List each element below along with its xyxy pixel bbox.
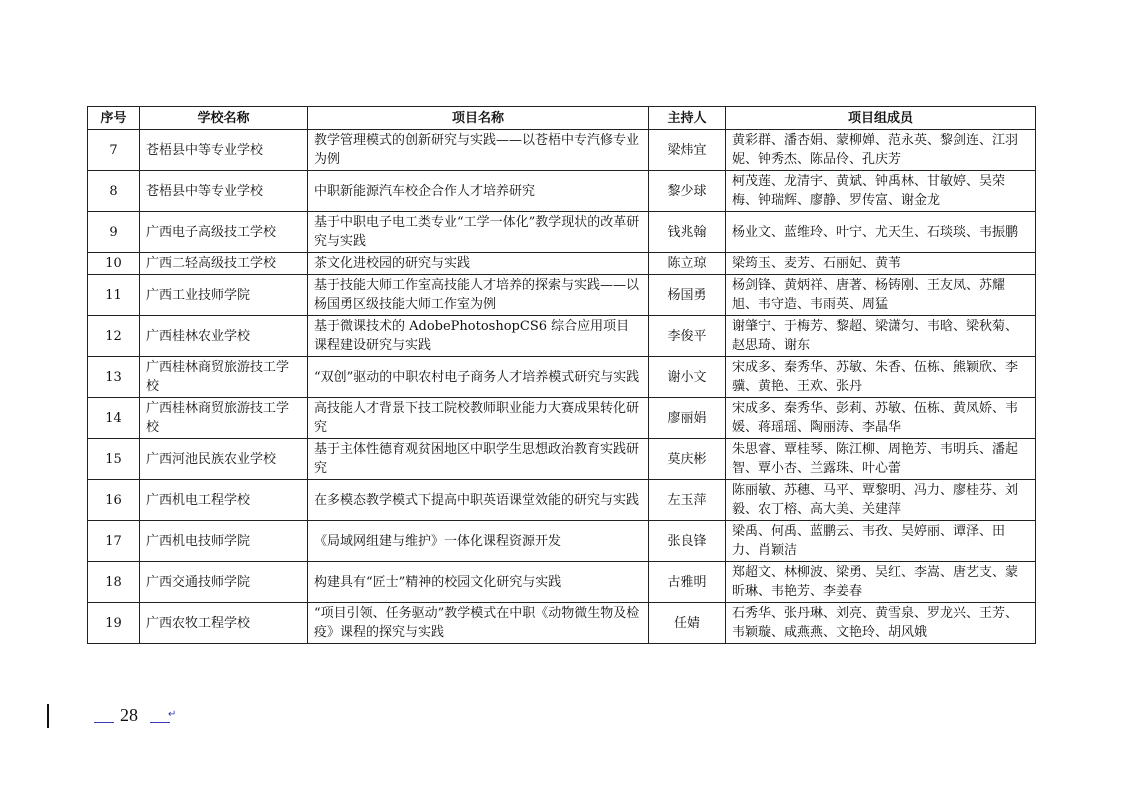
cell-leader: 李俊平 — [649, 316, 726, 357]
table-row — [88, 480, 1036, 521]
cell-school: 苍梧县中等专业学校 — [140, 130, 308, 171]
cell-leader: 钱兆翰 — [649, 212, 726, 253]
cell-members: 石秀华、张丹琳、刘亮、黄雪泉、罗龙兴、王芳、韦颖璇、咸燕燕、文艳玲、胡风娥 — [726, 603, 1036, 644]
table-row — [88, 253, 1036, 275]
header-no: 序号 — [88, 107, 140, 130]
cell-leader: 谢小文 — [649, 357, 726, 398]
cell-leader: 廖丽娟 — [649, 398, 726, 439]
cell-members: 柯茂莲、龙清宇、黄斌、钟禹林、甘敏婷、吴荣梅、钟瑞辉、廖静、罗传富、谢金龙 — [726, 171, 1036, 212]
cell-members: 谢肇宁、于梅芳、黎超、梁潇匀、韦晗、梁秋菊、赵思琦、谢东 — [726, 316, 1036, 357]
cell-leader: 杨国勇 — [649, 275, 726, 316]
table-row — [88, 316, 1036, 357]
cell-project: 基于主体性德育观贫困地区中职学生思想政治教育实践研究 — [308, 439, 649, 480]
cell-project: “双创”驱动的中职农村电子商务人才培养模式研究与实践 — [308, 357, 649, 398]
table-row — [88, 603, 1036, 644]
cell-no: 18 — [88, 562, 140, 603]
cell-project: 高技能人才背景下技工院校教师职业能力大赛成果转化研究 — [308, 398, 649, 439]
return-mark-icon: ↵ — [168, 709, 177, 720]
cell-members: 郑超文、林柳波、梁勇、吴红、李嵩、唐艺支、蒙昕琳、韦艳芳、李姜春 — [726, 562, 1036, 603]
cell-members: 梁禹、何禹、蓝鹏云、韦孜、吴婷丽、谭泽、田力、肖颖洁 — [726, 521, 1036, 562]
cell-leader: 古雅明 — [649, 562, 726, 603]
margin-bar — [47, 704, 49, 728]
table-row — [88, 212, 1036, 253]
table-row — [88, 275, 1036, 316]
table-body — [88, 130, 1036, 644]
footer-dash-left — [94, 722, 114, 723]
cell-members: 梁筠玉、麦芳、石丽妃、黄苇 — [726, 253, 1036, 275]
page-number: 28 — [120, 705, 138, 725]
cell-leader: 黎少球 — [649, 171, 726, 212]
cell-project: 中职新能源汽车校企合作人才培养研究 — [308, 171, 649, 212]
cell-school: 广西桂林商贸旅游技工学校 — [140, 398, 308, 439]
cell-members: 杨剑锋、黄炳祥、唐著、杨铸刚、王友凤、苏耀旭、韦守造、韦雨英、周猛 — [726, 275, 1036, 316]
cell-project: 构建具有“匠士”精神的校园文化研究与实践 — [308, 562, 649, 603]
cell-no: 10 — [88, 253, 140, 275]
cell-project: 基于中职电子电工类专业“工学一体化”教学现状的改革研究与实践 — [308, 212, 649, 253]
footer-dash-right — [150, 722, 170, 723]
cell-leader: 张良锋 — [649, 521, 726, 562]
cell-school: 广西交通技师学院 — [140, 562, 308, 603]
cell-project: “项目引领、任务驱动”教学模式在中职《动物微生物及检疫》课程的探究与实践 — [308, 603, 649, 644]
cell-project: 《局域网组建与维护》一体化课程资源开发 — [308, 521, 649, 562]
table-row — [88, 439, 1036, 480]
header-school: 学校名称 — [140, 107, 308, 130]
cell-leader: 梁炜宜 — [649, 130, 726, 171]
cell-project: 基于技能大师工作室高技能人才培养的探索与实践——以杨国勇区级技能大师工作室为例 — [308, 275, 649, 316]
table-row — [88, 171, 1036, 212]
cell-members: 宋成多、秦秀华、彭莉、苏敏、伍栋、黄凤娇、韦媛、蒋瑶瑶、陶丽涛、李晶华 — [726, 398, 1036, 439]
cell-leader: 任婧 — [649, 603, 726, 644]
cell-no: 19 — [88, 603, 140, 644]
cell-school: 广西电子高级技工学校 — [140, 212, 308, 253]
cell-no: 11 — [88, 275, 140, 316]
header-leader: 主持人 — [649, 107, 726, 130]
table-row — [88, 562, 1036, 603]
cell-school: 广西桂林商贸旅游技工学校 — [140, 357, 308, 398]
cell-school: 广西工业技师学院 — [140, 275, 308, 316]
cell-no: 15 — [88, 439, 140, 480]
cell-school: 苍梧县中等专业学校 — [140, 171, 308, 212]
cell-no: 16 — [88, 480, 140, 521]
cell-project: 茶文化进校园的研究与实践 — [308, 253, 649, 275]
project-table — [87, 106, 1036, 644]
cell-school: 广西机电技师学院 — [140, 521, 308, 562]
cell-no: 13 — [88, 357, 140, 398]
cell-leader: 左玉萍 — [649, 480, 726, 521]
cell-members: 杨业文、蓝维玲、叶宁、尤天生、石琰琰、韦振鹏 — [726, 212, 1036, 253]
table-row — [88, 357, 1036, 398]
cell-no: 14 — [88, 398, 140, 439]
cell-members: 陈丽敏、苏穗、马平、覃黎明、冯力、廖桂芬、刘毅、农丁榕、高大美、关建萍 — [726, 480, 1036, 521]
cell-project: 基于微课技术的 AdobePhotoshopCS6 综合应用项目课程建设研究与实践 — [308, 316, 649, 357]
cell-school: 广西机电工程学校 — [140, 480, 308, 521]
cell-leader: 陈立琼 — [649, 253, 726, 275]
cell-school: 广西河池民族农业学校 — [140, 439, 308, 480]
cell-school: 广西农牧工程学校 — [140, 603, 308, 644]
cell-school: 广西二轻高级技工学校 — [140, 253, 308, 275]
cell-project: 在多模态教学模式下提高中职英语课堂效能的研究与实践 — [308, 480, 649, 521]
header-project: 项目名称 — [308, 107, 649, 130]
table-header-row — [88, 107, 1036, 130]
cell-no: 7 — [88, 130, 140, 171]
table-row — [88, 521, 1036, 562]
cell-members: 黄彩群、潘杏娟、蒙柳婵、范永英、黎剑连、江羽妮、钟秀杰、陈品伶、孔庆芳 — [726, 130, 1036, 171]
header-members: 项目组成员 — [726, 107, 1036, 130]
table-row — [88, 130, 1036, 171]
cell-no: 9 — [88, 212, 140, 253]
cell-no: 12 — [88, 316, 140, 357]
table-row — [88, 398, 1036, 439]
cell-no: 17 — [88, 521, 140, 562]
cell-no: 8 — [88, 171, 140, 212]
cell-leader: 莫庆彬 — [649, 439, 726, 480]
cell-members: 朱思睿、覃桂琴、陈江柳、周艳芳、韦明兵、潘起智、覃小杏、兰露珠、叶心蕾 — [726, 439, 1036, 480]
cell-school: 广西桂林农业学校 — [140, 316, 308, 357]
cell-project: 教学管理模式的创新研究与实践——以苍梧中专汽修专业为例 — [308, 130, 649, 171]
cell-members: 宋成多、秦秀华、苏敏、朱香、伍栋、熊颖欣、李骥、黄艳、王欢、张丹 — [726, 357, 1036, 398]
